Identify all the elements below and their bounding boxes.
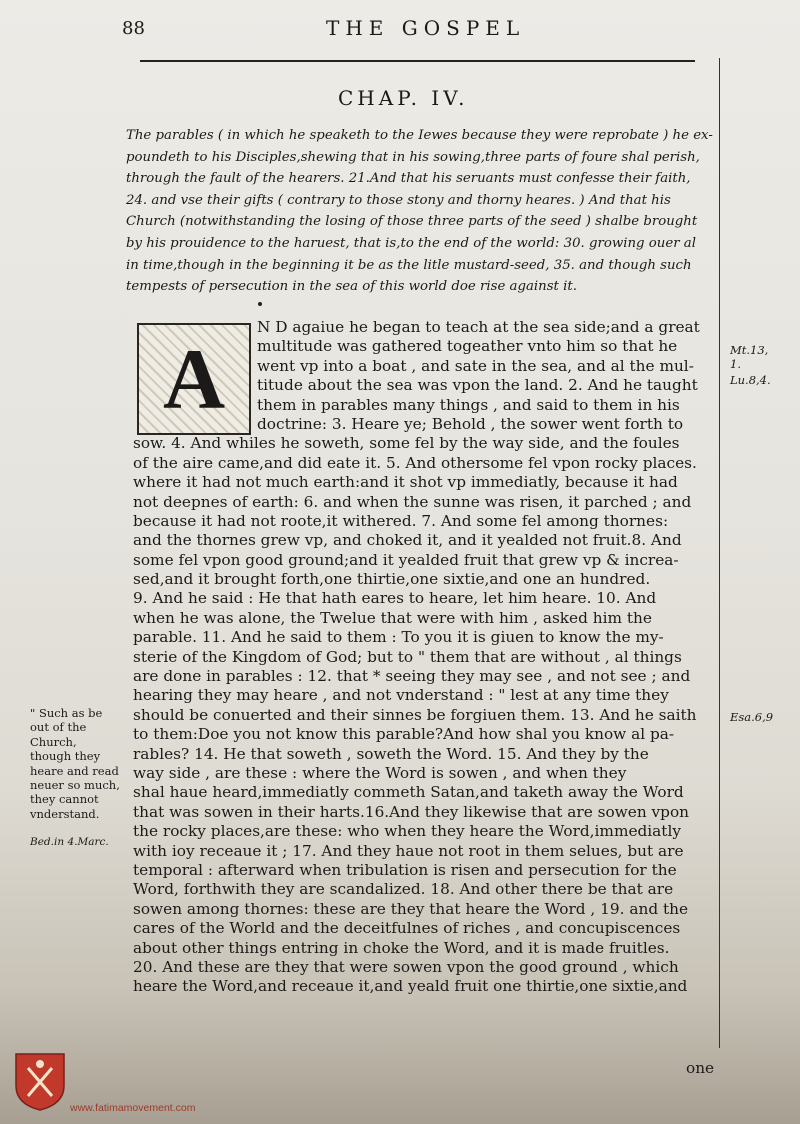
- text-line: about other things entring in choke the Word, and it is made fruitles.: [133, 938, 670, 957]
- text-line: with ioy receaue it ; 17. And they haue not root in them selues, but are: [133, 841, 684, 860]
- text-line: parable. 11. And he said to them : To you it is giuen to know the my-: [133, 628, 664, 647]
- text-line: 20. And these are they that were sowen vpon the good ground , which: [133, 957, 679, 976]
- text-line: when he was alone, the Twelue that were with him , asked him the: [133, 608, 652, 627]
- text-line: doctrine: 3. Heare ye; Behold , the sower went forth to: [257, 414, 684, 433]
- text-line: where it had not much earth:and it shot vp immediatly, because it had: [133, 473, 678, 492]
- text-line: temporal : afterward when tribulation is risen and persecution for the: [133, 860, 677, 879]
- gloss-line: heare and read: [30, 763, 119, 778]
- text-line: sowen among thornes: these are they that heare the Word , 19. and the: [133, 899, 689, 918]
- argument-line: through the fault of the hearers. 21.And that his seruants must confesse their faith,: [126, 171, 691, 187]
- text-line: and the thornes grew vp, and choked it, and it yealded not fruit.8. And: [133, 531, 682, 550]
- text-line: because it had not roote,it withered. 7. And some fel among thornes:: [133, 511, 669, 530]
- margin-ref-text: 1.: [730, 357, 741, 371]
- text-line: that was sowen in their harts.16.And they likewise that are sowen vpon: [133, 802, 690, 821]
- text-line: sterie of the Kingdom of God; but to " them that are without , al things: [133, 647, 682, 666]
- chapter-title: CHAP. IV.: [338, 86, 469, 110]
- gloss-reference: Bed.in 4.Marc.: [30, 836, 109, 848]
- chapter-body: [133, 318, 718, 997]
- gloss-line: though they: [30, 749, 101, 764]
- text-line: of the aire came,and did eate it. 5. And othersome fel vpon rocky places.: [133, 453, 697, 472]
- text-line: should be conuerted and their sinnes be forgiuen them. 13. And he saith: [133, 705, 697, 724]
- page-number: 88: [122, 18, 145, 39]
- header-rule: [140, 60, 695, 62]
- text-line: went vp into a boat , and sate in the sea, and al the mul-: [257, 356, 694, 375]
- margin-ref-esay: Esa.6,9: [730, 710, 774, 724]
- argument-line: by his prouidence to the haruest, that is,to the end of the world: 30. growing ouer al: [126, 235, 696, 251]
- text-line: sow. 4. And whiles he soweth, some fel by the way side, and the foules: [133, 434, 680, 453]
- argument-line: in time,though in the beginning it be as the litle mustard-seed, 35. and though such: [126, 257, 692, 273]
- text-line: some fel vpon good ground;and it yealded fruit that grew vp & increa-: [133, 550, 679, 569]
- left-margin-gloss: [30, 706, 130, 821]
- margin-ref-matthew: [730, 343, 768, 371]
- argument-line: tempests of persecution in the sea of this world doe rise against it.: [126, 279, 577, 295]
- argument-line: poundeth to his Disciples,shewing that in his sowing,three parts of foure shal perish,: [126, 149, 700, 165]
- margin-ref-text: Mt.13,: [730, 343, 769, 357]
- argument-line: Church (notwithstanding the losing of those three parts of the seed ) shalbe brought: [126, 214, 698, 230]
- catchword: one: [686, 1059, 715, 1077]
- gloss-line: neuer so much,: [30, 778, 120, 793]
- argument-line: The parables ( in which he speaketh to the Iewes because they were reprobate ) he ex-: [126, 128, 713, 143]
- text-line: heare the Word,and receaue it,and yeald fruit one thirtie,one sixtie,and: [133, 977, 688, 996]
- gloss-line: " Such as be: [30, 706, 103, 720]
- watermark-url[interactable]: www.fatimamovement.com: [70, 1102, 196, 1114]
- text-line: are done in parables : 12. that * seeing they may see , and not see ; and: [133, 667, 691, 686]
- running-head: THE GOSPEL: [326, 16, 526, 40]
- chapter-argument: [126, 125, 718, 298]
- text-line: cares of the World and the deceitfulnes of riches , and concupiscences: [133, 919, 681, 938]
- gloss-line: they cannot: [30, 792, 99, 807]
- text-line: not deepnes of earth: 6. and when the sunne was risen, it parched ; and: [133, 492, 692, 511]
- text-line: the rocky places,are these: who when they heare the Word,immediatly: [133, 822, 681, 841]
- argument-line: 24. and vse their gifts ( contrary to those stony and thorny heares. ) And that his: [126, 192, 671, 208]
- text-line: N D agaiue he began to teach at the sea side;and a great: [257, 318, 700, 336]
- gloss-line: out of the: [30, 720, 87, 735]
- text-line: rables? 14. He that soweth , soweth the Word. 15. And they by the: [133, 744, 649, 763]
- gloss-line: vnderstand.: [30, 806, 100, 821]
- initial-letter: A: [162, 331, 226, 427]
- text-line: 9. And he said : He that hath eares to heare, let him heare. 10. And: [133, 589, 657, 608]
- text-line: way side , are these : where the Word is sowen , and when they: [133, 763, 627, 782]
- text-line: shal haue heard,immediatly commeth Satan,and taketh away the Word: [133, 783, 684, 802]
- text-line: hearing they may heare , and not vnderstand : " lest at any time they: [133, 686, 669, 705]
- margin-ref-luke: Lu.8,4.: [730, 373, 771, 387]
- papal-crest-logo: [14, 1052, 66, 1112]
- text-line: sed,and it brought forth,one thirtie,one sixtie,and one an hundred.: [133, 570, 651, 589]
- gloss-line: Church,: [30, 734, 77, 749]
- text-line: titude about the sea was vpon the land. 2. And he taught: [257, 376, 698, 395]
- margin-rule: [719, 58, 720, 1048]
- text-line: Word, forthwith they are scandalized. 18. And other there be that are: [133, 880, 674, 899]
- ornament-dot: [258, 302, 262, 306]
- text-line: to them:Doe you not know this parable?And how shal you know al pa-: [133, 725, 675, 744]
- text-line: them in parables many things , and said to them in his: [257, 395, 680, 414]
- text-line: multitude was gathered togeather vnto him so that he: [257, 337, 678, 356]
